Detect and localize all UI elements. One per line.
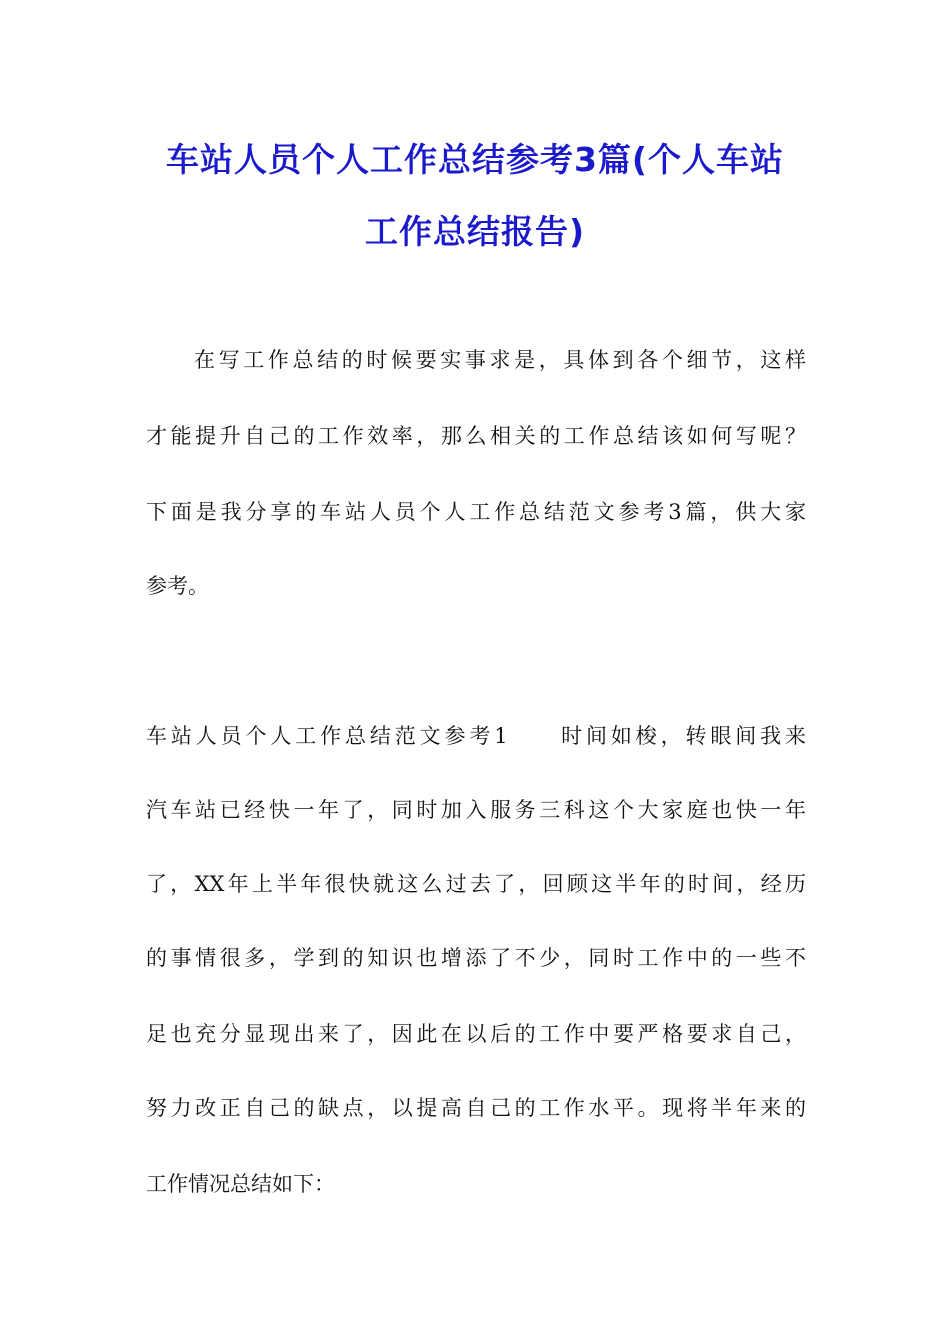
intro-line-3: 下面是我分享的车站人员个人工作总结范文参考3篇，供大家: [146, 500, 806, 524]
intro-line-4: 参考。: [146, 574, 209, 598]
section1-line-7: 工作情况总结如下：: [146, 1172, 335, 1196]
document-title-line-2: 工作总结报告): [364, 212, 586, 251]
section1-line-4: 的事情很多，学到的知识也增添了不少，同时工作中的一些不: [146, 946, 806, 970]
intro-line-2: 才能提升自己的工作效率，那么相关的工作总结该如何写呢？: [146, 424, 806, 448]
section1-line-3: 了，XX年上半年很快就这么过去了，回顾这半年的时间，经历: [146, 872, 806, 896]
section1-line-6: 努力改正自己的缺点，以提高自己的工作水平。现将半年来的: [146, 1096, 806, 1120]
section1-line-5: 足也充分显现出来了，因此在以后的工作中要严格要求自己，: [146, 1022, 806, 1046]
section1-line-1: 车站人员个人工作总结范文参考1 时间如梭，转眼间我来: [146, 724, 806, 748]
document-title-line-1: 车站人员个人工作总结参考3篇(个人车站: [165, 140, 785, 179]
intro-line-1: 在写工作总结的时候要实事求是，具体到各个细节，这样: [194, 348, 806, 372]
section1-line-2: 汽车站已经快一年了，同时加入服务三科这个大家庭也快一年: [146, 798, 806, 822]
